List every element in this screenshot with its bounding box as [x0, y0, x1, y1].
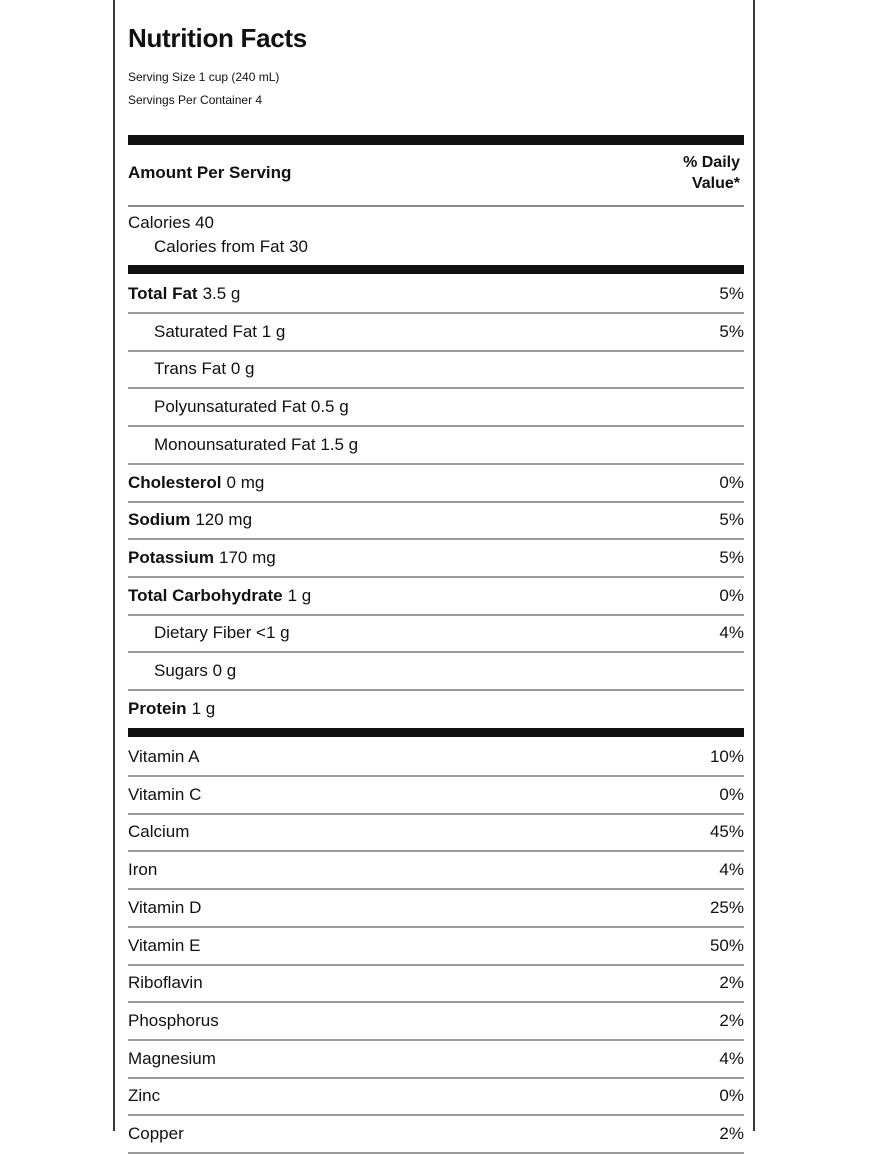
- vitamin-row: [128, 1003, 744, 1041]
- vitamin-percent: 4%: [719, 1048, 744, 1068]
- nutrient-row: [128, 351, 744, 389]
- calories: Calories 40: [128, 213, 214, 232]
- nutrient-row: [128, 427, 744, 465]
- calories-from-fat: Calories from Fat 30: [154, 237, 308, 256]
- nutrient-name: [154, 623, 290, 643]
- nutrient-row: [128, 389, 744, 427]
- nutrient-row: [128, 691, 744, 729]
- daily-value-line-1: % Daily: [683, 154, 740, 171]
- vitamin-name: Zinc: [128, 1086, 161, 1106]
- vitamin-name: Vitamin A: [128, 747, 200, 766]
- vitamin-row: [128, 777, 744, 815]
- vitamin-divider: [128, 728, 744, 737]
- nutrient-row: [128, 276, 744, 314]
- vitamin-name: Riboflavin: [128, 973, 203, 993]
- vitamin-percent: 45%: [709, 822, 744, 842]
- vitamin-percent: 25%: [709, 897, 744, 917]
- vitamin-percent: 0%: [719, 784, 744, 804]
- nutrient-row: [128, 502, 744, 540]
- vitamin-percent: 10%: [709, 747, 744, 766]
- nutrient-amount: 3.5 g: [202, 284, 241, 303]
- nutrient-percent: 5%: [719, 321, 744, 341]
- nutrient-row: [128, 615, 744, 653]
- vitamin-name: Copper: [128, 1124, 184, 1143]
- nutrient-amount: 1 g: [287, 585, 312, 605]
- daily-value-heading: [620, 152, 740, 194]
- vitamin-percent: 0%: [719, 1086, 744, 1106]
- nutrient-name: [154, 322, 285, 342]
- nutrient-percent: 5%: [719, 284, 744, 303]
- nutrient-name: [154, 359, 254, 379]
- nutrient-row: [128, 314, 744, 352]
- nutrient-amount: 0 mg: [226, 472, 265, 492]
- nutrient-name: [128, 284, 240, 304]
- nutrient-label: Cholesterol: [128, 472, 222, 492]
- vitamin-name: Vitamin C: [128, 784, 202, 804]
- serving-size: Serving Size 1 cup (240 mL): [128, 70, 280, 84]
- vitamin-name: Magnesium: [128, 1048, 216, 1068]
- vitamin-percent: 50%: [709, 935, 744, 955]
- vitamin-percent: 2%: [719, 1010, 744, 1030]
- vitamin-name: Vitamin E: [128, 935, 201, 955]
- vitamin-row: [128, 928, 744, 966]
- nutrient-percent: 4%: [719, 623, 744, 643]
- label-title: Nutrition Facts: [128, 23, 307, 53]
- nutrient-label: Monounsaturated Fat 1.5 g: [154, 434, 359, 454]
- divider: [128, 205, 744, 207]
- nutrient-label: Polyunsaturated Fat 0.5 g: [154, 397, 349, 417]
- nutrient-percent: 0%: [719, 472, 744, 492]
- nutrient-label: Dietary Fiber <1 g: [154, 623, 290, 643]
- vitamin-row: [128, 1041, 744, 1079]
- nutrient-label: Trans Fat 0 g: [154, 359, 255, 379]
- vitamin-row: [128, 1116, 744, 1154]
- nutrient-name: [128, 548, 276, 568]
- vitamin-name: Phosphorus: [128, 1010, 219, 1030]
- vitamin-row: [128, 1078, 744, 1116]
- nutrient-percent: 5%: [719, 510, 744, 530]
- nutrient-label: Saturated Fat 1 g: [154, 321, 286, 341]
- vitamin-percent: 2%: [719, 973, 744, 993]
- nutrient-row: [128, 653, 744, 691]
- vitamin-percent: 2%: [719, 1124, 744, 1143]
- vitamin-row: [128, 814, 744, 852]
- nutrient-amount: 120 mg: [195, 510, 253, 530]
- nutrient-name: [154, 435, 358, 455]
- amount-per-serving-heading: Amount Per Serving: [128, 163, 292, 182]
- vitamin-name: Vitamin D: [128, 897, 202, 917]
- nutrient-percent: 0%: [719, 585, 744, 605]
- vitamin-percent: 4%: [719, 860, 744, 880]
- vitamin-row: [128, 965, 744, 1003]
- nutrient-label: Sugars 0 g: [154, 661, 237, 680]
- nutrient-amount: 1 g: [191, 698, 216, 718]
- nutrient-amount: 170 mg: [218, 547, 276, 567]
- vitamin-row: [128, 739, 744, 777]
- nutrient-name: [128, 586, 311, 606]
- nutrient-row: [128, 540, 744, 578]
- servings-per-container: Servings Per Container 4: [128, 93, 263, 107]
- nutrient-label: Potassium: [128, 547, 214, 567]
- nutrient-name: [128, 510, 252, 530]
- nutrient-label: Protein: [128, 698, 187, 718]
- nutrient-name: [128, 473, 264, 493]
- medium-divider: [128, 265, 744, 274]
- vitamin-row: [128, 852, 744, 890]
- nutrient-label: Total Carbohydrate: [128, 585, 283, 605]
- nutrient-label: Sodium: [128, 510, 191, 530]
- nutrient-row: [128, 465, 744, 503]
- nutrient-row: [128, 578, 744, 616]
- nutrient-label: Total Fat: [128, 284, 198, 303]
- vitamin-name: Iron: [128, 860, 158, 880]
- nutrient-name: [154, 661, 236, 681]
- vitamin-row: [128, 890, 744, 928]
- nutrient-name: [154, 397, 349, 417]
- nutrient-name: [128, 699, 215, 719]
- daily-value-line-2: Value*: [691, 175, 740, 192]
- nutrient-percent: 5%: [719, 547, 744, 567]
- vitamin-name: Calcium: [128, 822, 190, 842]
- nutrition-facts-label: [113, 0, 755, 1143]
- thick-divider: [128, 135, 744, 145]
